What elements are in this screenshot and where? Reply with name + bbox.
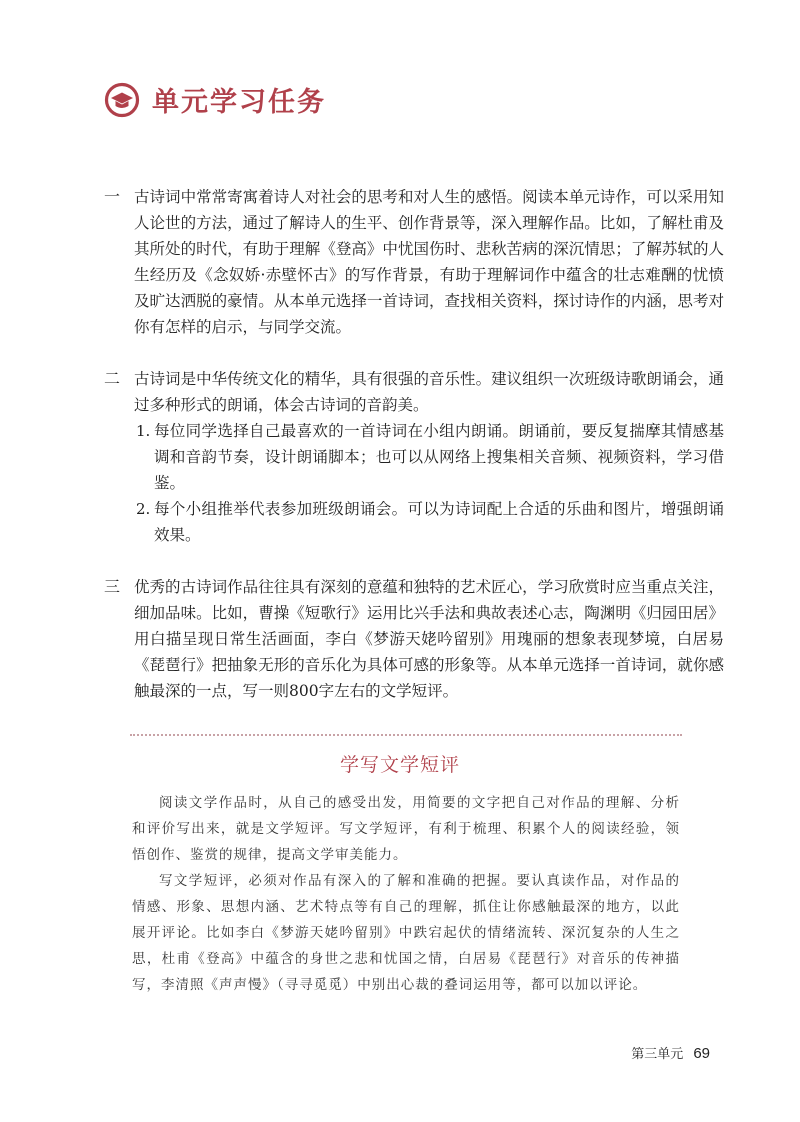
- sub-item-text: 每个小组推举代表参加班级朗诵会。可以为诗词配上合适的乐曲和图片，增强朗诵效果。: [154, 500, 724, 544]
- page-footer: [631, 1043, 710, 1062]
- section-number: 一: [104, 187, 121, 206]
- dotted-divider: [130, 734, 682, 736]
- task-section-3: [104, 574, 724, 704]
- sub-item-2: [136, 496, 724, 548]
- box-title: 学写文学短评: [339, 754, 460, 776]
- section-body: [134, 366, 724, 548]
- task-list: [104, 184, 724, 730]
- section-number: 二: [104, 369, 121, 388]
- box-paragraph: 阅读文学作品时，从自己的感受出发，用简要的文字把自己对作品的理解、分析和评价写出来，就是文学短评。写文学短评，有利于梳理、积累个人的阅读经验，领悟创作、鉴赏的规律，提高文学审美能力。: [132, 795, 680, 863]
- section-number: 三: [104, 577, 121, 596]
- box-body: [132, 790, 680, 998]
- header: [104, 80, 326, 119]
- unit-label: 第三单元: [631, 1047, 684, 1062]
- task-section-1: [104, 184, 724, 340]
- section-text: 古诗词中常常寄寓着诗人对社会的思考和对人生的感悟。阅读本单元诗作，可以采用知人论世的方法，通过了解诗人的生平、创作背景等，深入理解作品。比如，了解杜甫及其所处的时代，有助于理解《登高》中忧国伤时、悲秋苦病的深沉情思；了解苏轼的人生经历及《念奴娇·赤壁怀古》的写作背景，有助于理解词作中蕴含的壮志难酬的忧愤及旷达洒脱的豪情。从本单元选择一首诗词，查找相关资料，探讨诗作的内涵，思考对你有怎样的启示，与同学交流。: [134, 188, 724, 336]
- page-title: 单元学习任务: [152, 87, 326, 118]
- graduation-cap-icon: [104, 82, 140, 118]
- sub-item-text: 每位同学选择自己最喜欢的一首诗词在小组内朗诵。朗诵前，要反复揣摩其情感基调和音韵节奏，设计朗诵脚本；也可以从网络上搜集相关音频、视频资料，学习借鉴。: [154, 422, 724, 492]
- sub-item-number: 2.: [136, 500, 151, 518]
- sub-item-number: 1.: [136, 422, 151, 440]
- task-section-2: [104, 366, 724, 548]
- section-text: 优秀的古诗词作品往往具有深刻的意蕴和独特的艺术匠心，学习欣赏时应当重点关注，细加品味。比如，曹操《短歌行》运用比兴手法和典故表述心志，陶渊明《归园田居》用白描呈现日常生活画面，李白《梦游天姥吟留别》用瑰丽的想象表现梦境，白居易《琵琶行》把抽象无形的音乐化为具体可感的形象等。从本单元选择一首诗词，就你感触最深的一点，写一则800字左右的文学短评。: [134, 578, 724, 700]
- box-paragraph: 写文学短评，必须对作品有深入的了解和准确的把握。要认真读作品，对作品的情感、形象、思想内涵、艺术特点等有自己的理解，抓住让你感触最深的地方，以此展开评论。比如李白《梦游天姥吟留别》中跌宕起伏的情绪流转、深沉复杂的人生之思，杜甫《登高》中蕴含的身世之悲和忧国之情，白居易《琵琶行》对音乐的传神描写，李清照《声声慢》（寻寻觅觅）中别出心裁的叠词运用等，都可以加以评论。: [132, 873, 680, 993]
- sub-item-1: [136, 418, 724, 496]
- page-number: 69: [693, 1045, 710, 1062]
- section-text: 古诗词是中华传统文化的精华，具有很强的音乐性。建议组织一次班级诗歌朗诵会，通过多种形式的朗诵，体会古诗词的音韵美。: [134, 370, 724, 414]
